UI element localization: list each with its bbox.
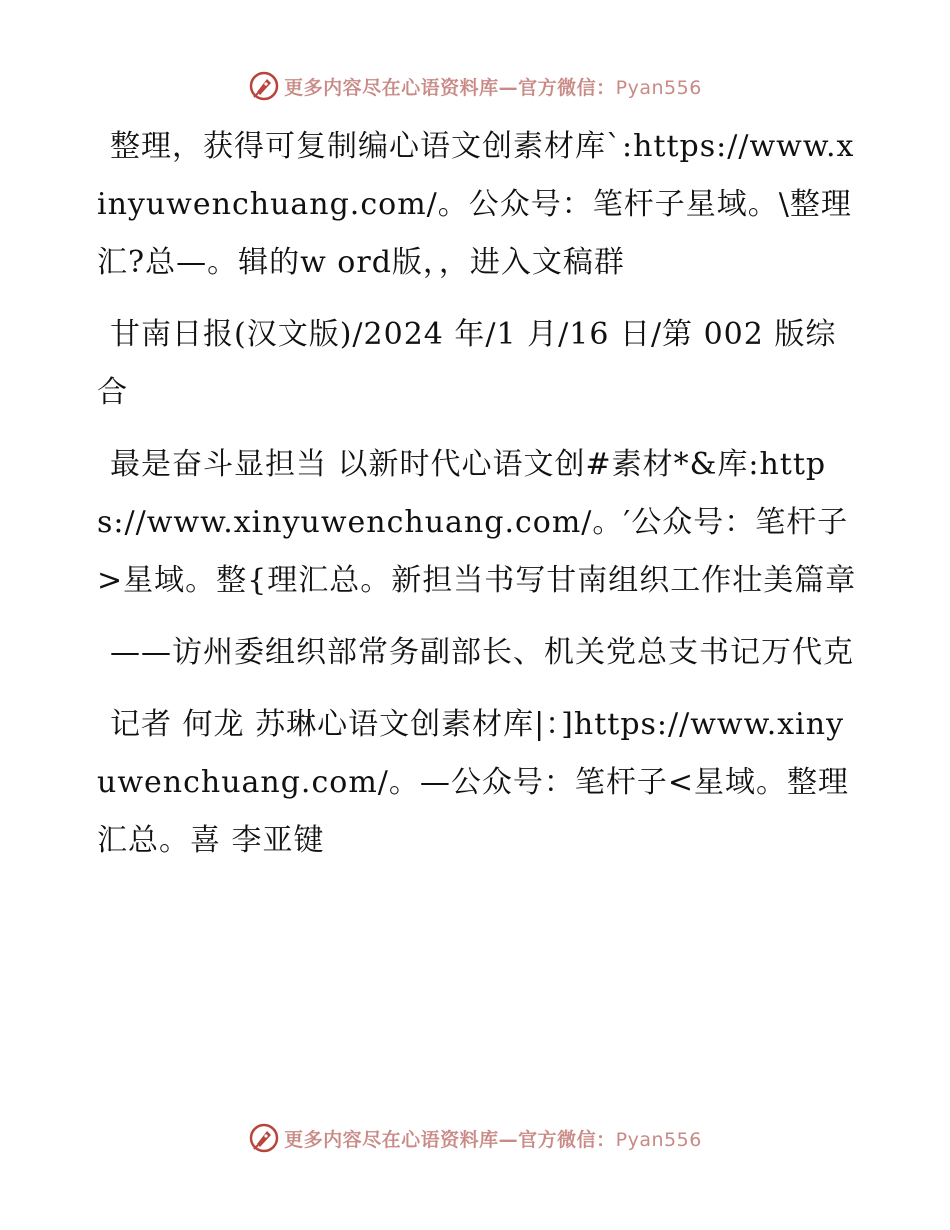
banner-text: 更多内容尽在心语资料库—官方微信：Pyan556 [284,76,702,99]
document-body [97,118,857,884]
banner-text: 更多内容尽在心语资料库—官方微信：Pyan556 [284,1128,702,1151]
pen-nib-logo-icon [248,1122,280,1154]
paragraph-4: ——访州委组织部常务副部长、机关党总支书记万代克 [110,635,854,670]
pen-nib-logo-icon [248,70,280,102]
paragraph-5: 记者 何龙 苏琳心语文创素材库|：]https://www.xinyuwenchuang.com/。—公众号：笔杆子<星域。整理汇总。喜 李亚键 [97,707,850,858]
paragraph-1: 整理，获得可复制编心语文创素材库`:https://www.xinyuwenchuang.com/。公众号：笔杆子星域。\整理汇?总—。辑的w ord版，，进入文稿群 [97,129,855,280]
paragraph-2: 甘南日报(汉文版)/2024 年/1 月/16 日/第 002 版综合 [97,317,837,410]
footer-banner [0,1122,950,1154]
header-banner [0,70,950,102]
paragraph-3: 最是奋斗显担当 以新时代心语文创#素材*&库:https://www.xinyuwenchuang.com/。′公众号：笔杆子>星域。整{理汇总。新担当书写甘南组织工作壮美篇章 [97,447,857,598]
